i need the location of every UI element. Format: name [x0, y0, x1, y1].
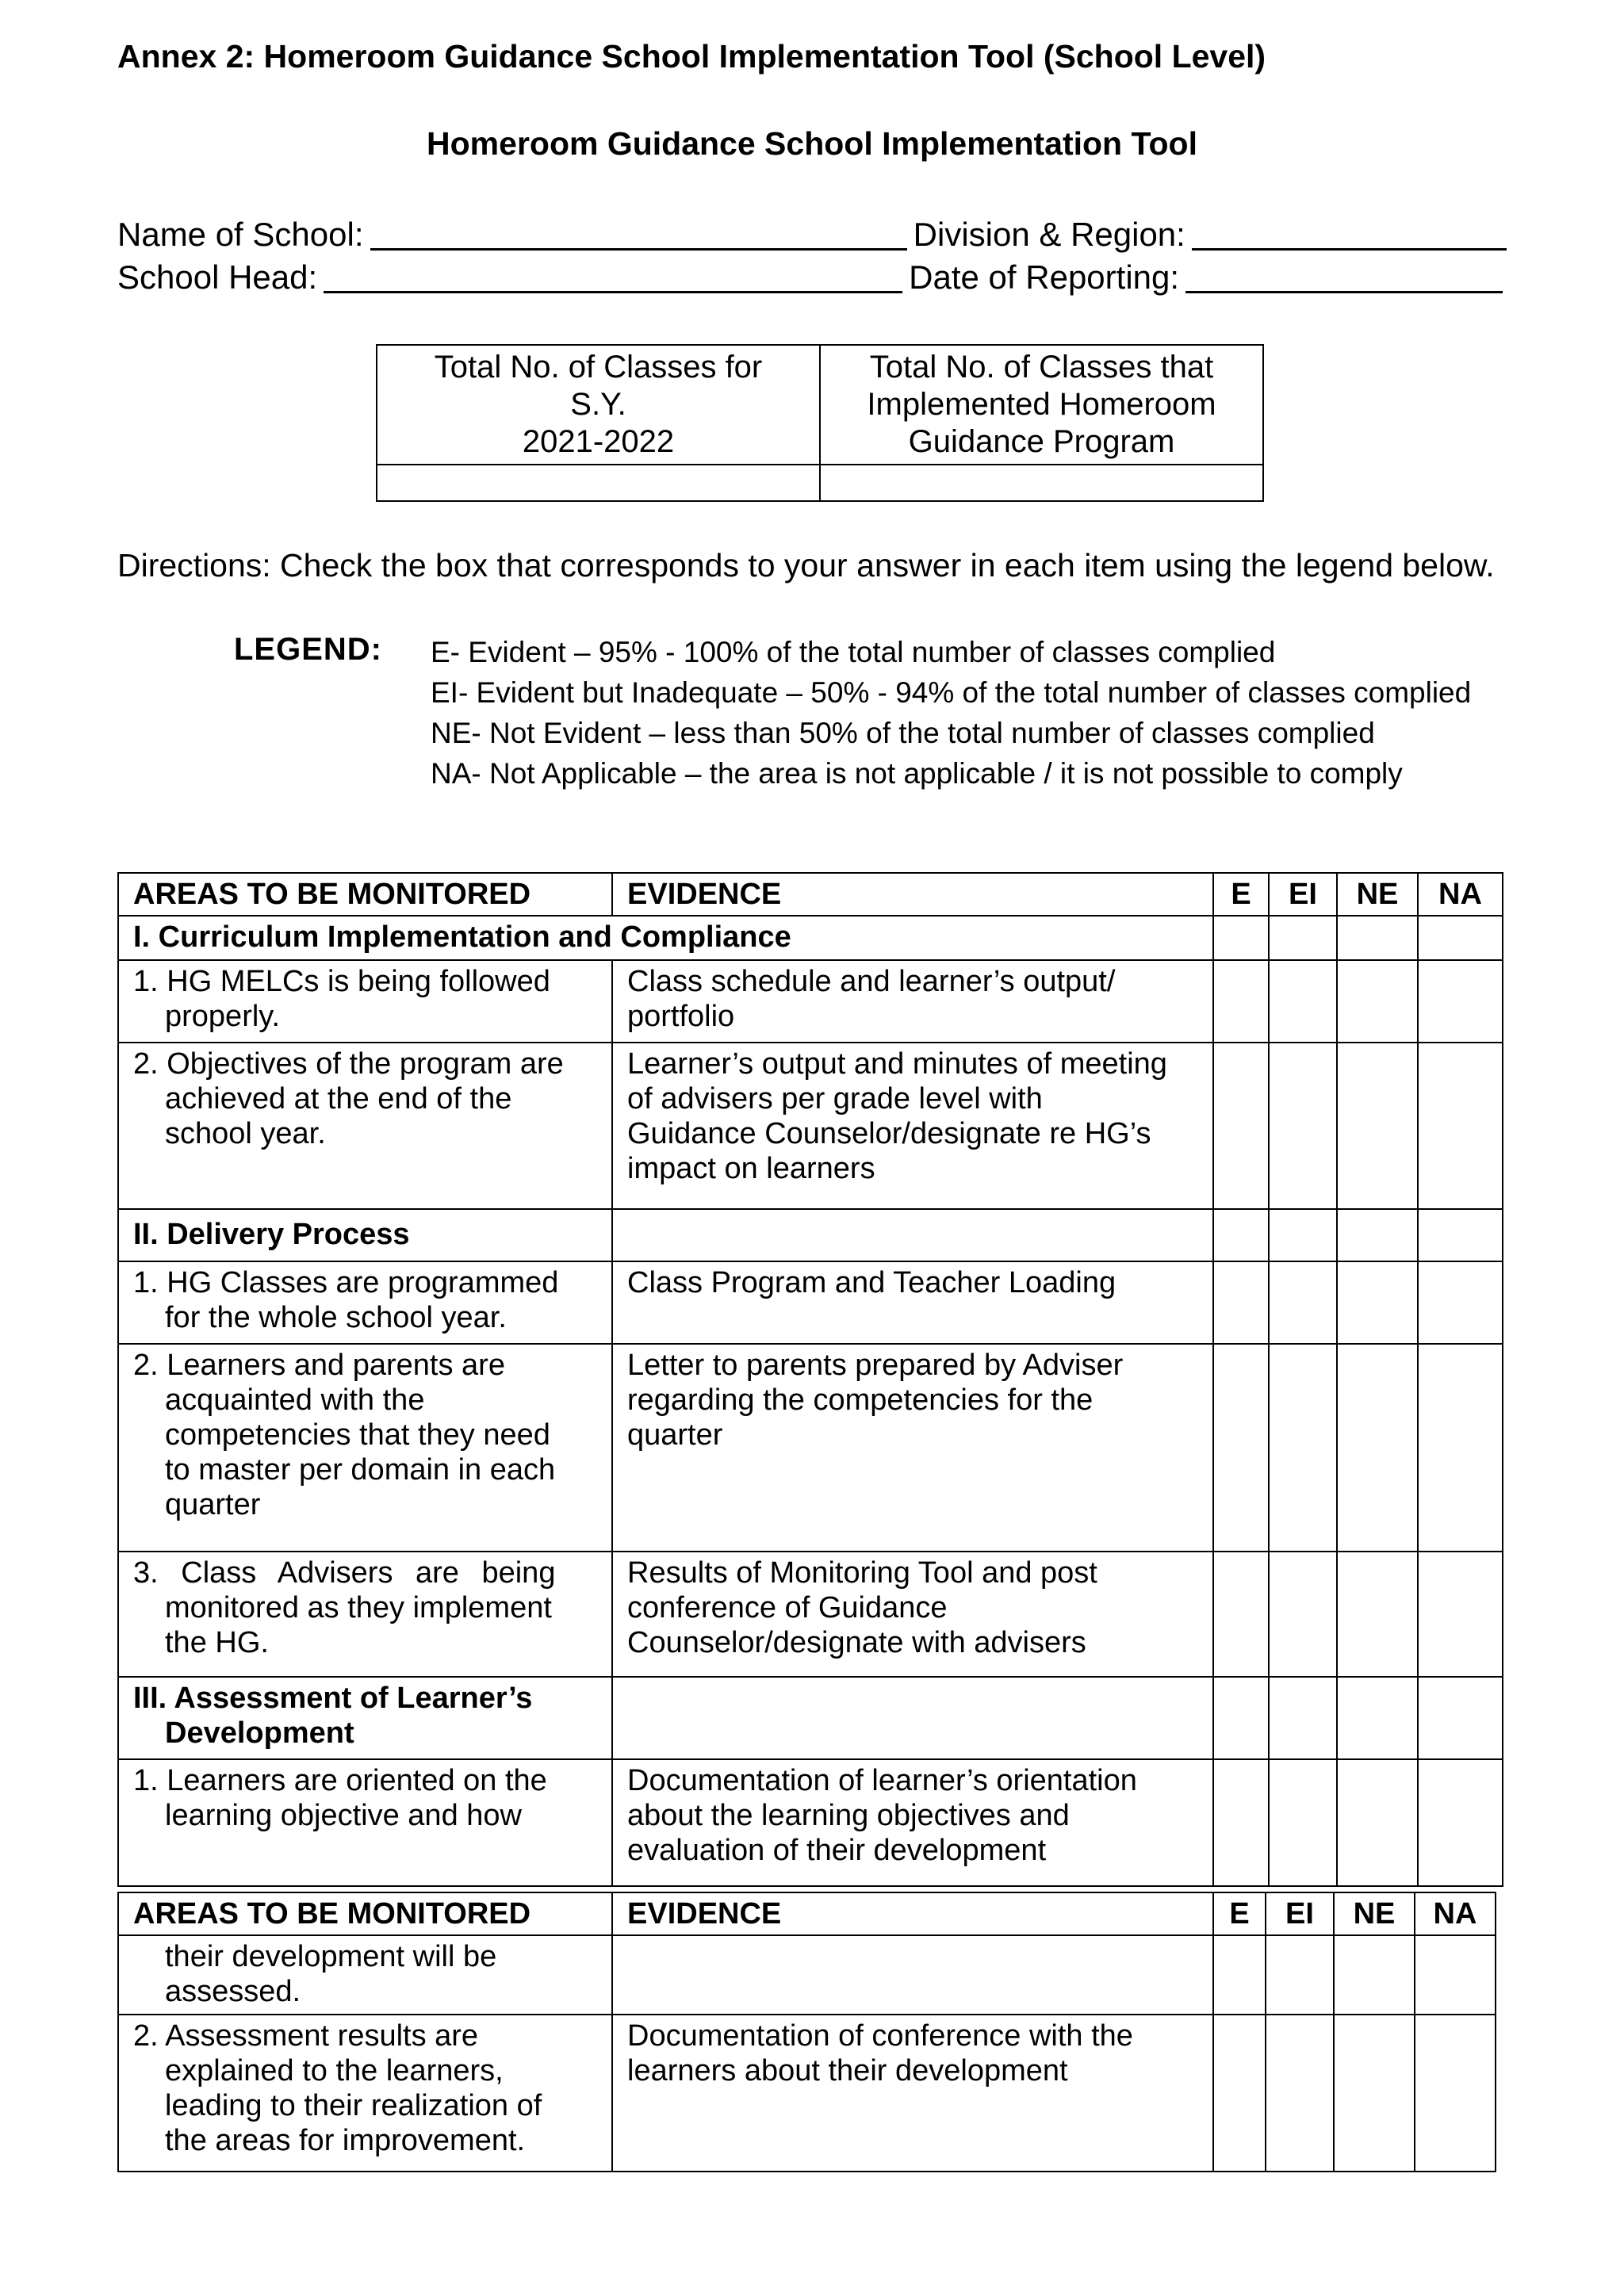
- area-cell: 2. Objectives of the program are achieved at the end of the school year.: [118, 1043, 612, 1209]
- checkbox-ne[interactable]: [1337, 916, 1418, 960]
- section-title: I. Curriculum Implementation and Compliance: [118, 916, 1213, 960]
- evidence-cell: [612, 1677, 1213, 1759]
- area-cell: 2. Learners and parents are acquainted with the competencies that they need to master per domain in each quarter: [118, 1344, 612, 1552]
- school-head-label: School Head:: [117, 258, 318, 296]
- checkbox-e[interactable]: [1213, 1552, 1269, 1677]
- checkbox-e[interactable]: [1213, 1261, 1269, 1344]
- checkbox-e[interactable]: [1213, 1935, 1266, 2015]
- checkbox-e[interactable]: [1213, 1209, 1269, 1261]
- implemented-classes-input[interactable]: [820, 465, 1263, 501]
- checkbox-na[interactable]: [1418, 1677, 1503, 1759]
- checkbox-ei[interactable]: [1269, 1759, 1337, 1886]
- area-cell: 1. Learners are oriented on the learning objective and how: [118, 1759, 612, 1886]
- checkbox-ne[interactable]: [1334, 2015, 1415, 2172]
- checkbox-e[interactable]: [1213, 1043, 1269, 1209]
- table-row: [118, 1935, 1496, 2015]
- name-of-school-field[interactable]: [370, 218, 907, 251]
- checkbox-e[interactable]: [1213, 1759, 1269, 1886]
- directions-text: Directions: Check the box that corresponds to your answer in each item using the legend below.: [117, 547, 1495, 584]
- checkbox-ei[interactable]: [1269, 960, 1337, 1043]
- ei-header: EI: [1266, 1892, 1334, 1935]
- checkbox-ei[interactable]: [1269, 1209, 1337, 1261]
- table-row: [118, 1344, 1503, 1552]
- section-row: [118, 1677, 1503, 1759]
- table-row: [118, 1043, 1503, 1209]
- checkbox-ne[interactable]: [1337, 1677, 1418, 1759]
- monitoring-table-continued: [117, 1892, 1496, 2172]
- legend-title: LEGEND:: [234, 632, 382, 667]
- monitoring-table: [117, 872, 1503, 1887]
- evidence-cell: [612, 1209, 1213, 1261]
- implemented-classes-header: Total No. of Classes that Implemented Homeroom Guidance Program: [820, 345, 1263, 465]
- annex-title: Annex 2: Homeroom Guidance School Implementation Tool (School Level): [117, 38, 1266, 75]
- total-classes-input[interactable]: [377, 465, 820, 501]
- checkbox-ne[interactable]: [1337, 1261, 1418, 1344]
- checkbox-e[interactable]: [1213, 960, 1269, 1043]
- evidence-header: EVIDENCE: [612, 873, 1213, 916]
- checkbox-ne[interactable]: [1337, 1552, 1418, 1677]
- checkbox-na[interactable]: [1418, 1209, 1503, 1261]
- field-row-head: [117, 255, 1513, 297]
- ne-header: NE: [1334, 1892, 1415, 1935]
- checkbox-na[interactable]: [1418, 916, 1503, 960]
- checkbox-ne[interactable]: [1337, 1209, 1418, 1261]
- table-row: [118, 960, 1503, 1043]
- e-header: E: [1213, 1892, 1266, 1935]
- area-cell: 2. Assessment results are explained to the learners, leading to their realization of the areas for improvement.: [118, 2015, 612, 2172]
- checkbox-ei[interactable]: [1266, 1935, 1334, 2015]
- legend-item-e: E- Evident – 95% - 100% of the total number of classes complied: [431, 636, 1276, 668]
- checkbox-ne[interactable]: [1337, 1344, 1418, 1552]
- field-row-school: [117, 212, 1513, 254]
- checkbox-na[interactable]: [1415, 2015, 1496, 2172]
- area-cell: 3. Class Advisers are being monitored as they implement the HG.: [118, 1552, 612, 1677]
- total-classes-header: Total No. of Classes for S.Y. 2021-2022: [377, 345, 820, 465]
- checkbox-ei[interactable]: [1269, 916, 1337, 960]
- table-row: [118, 1261, 1503, 1344]
- evidence-cell: [612, 1935, 1213, 2015]
- checkbox-na[interactable]: [1415, 1935, 1496, 2015]
- totals-table: [376, 344, 1264, 502]
- evidence-cell: Class schedule and learner’s output/ portfolio: [612, 960, 1213, 1043]
- evidence-cell: Class Program and Teacher Loading: [612, 1261, 1213, 1344]
- name-of-school-label: Name of School:: [117, 216, 364, 253]
- area-cell: their development will be assessed.: [118, 1935, 612, 2015]
- legend-list: [431, 632, 1471, 794]
- checkbox-ne[interactable]: [1334, 1935, 1415, 2015]
- e-header: E: [1213, 873, 1269, 916]
- checkbox-ei[interactable]: [1269, 1043, 1337, 1209]
- checkbox-ne[interactable]: [1337, 1043, 1418, 1209]
- na-header: NA: [1415, 1892, 1496, 1935]
- checkbox-ei[interactable]: [1269, 1552, 1337, 1677]
- na-header: NA: [1418, 873, 1503, 916]
- checkbox-na[interactable]: [1418, 1552, 1503, 1677]
- checkbox-na[interactable]: [1418, 1344, 1503, 1552]
- table-row: [118, 1552, 1503, 1677]
- legend-item-na: NA- Not Applicable – the area is not applicable / it is not possible to comply: [431, 757, 1403, 790]
- areas-header: AREAS TO BE MONITORED: [118, 873, 612, 916]
- section-row: [118, 1209, 1503, 1261]
- checkbox-na[interactable]: [1418, 1043, 1503, 1209]
- legend-item-ei: EI- Evident but Inadequate – 50% - 94% of the total number of classes complied: [431, 676, 1472, 709]
- checkbox-ei[interactable]: [1269, 1677, 1337, 1759]
- main-title: Homeroom Guidance School Implementation Tool: [427, 125, 1197, 162]
- date-of-reporting-field[interactable]: [1185, 261, 1503, 293]
- evidence-cell: Results of Monitoring Tool and post conference of Guidance Counselor/designate with advisers: [612, 1552, 1213, 1677]
- section-row: [118, 916, 1503, 960]
- checkbox-ne[interactable]: [1337, 960, 1418, 1043]
- checkbox-ei[interactable]: [1269, 1261, 1337, 1344]
- checkbox-na[interactable]: [1418, 1261, 1503, 1344]
- division-region-label: Division & Region:: [913, 216, 1185, 253]
- area-cell: 1. HG Classes are programmed for the whole school year.: [118, 1261, 612, 1344]
- school-head-field[interactable]: [324, 261, 902, 293]
- checkbox-e[interactable]: [1213, 916, 1269, 960]
- evidence-header: EVIDENCE: [612, 1892, 1213, 1935]
- evidence-cell: Letter to parents prepared by Adviser regarding the competencies for the quarter: [612, 1344, 1213, 1552]
- checkbox-ei[interactable]: [1266, 2015, 1334, 2172]
- checkbox-e[interactable]: [1213, 1677, 1269, 1759]
- table-row: [118, 2015, 1496, 2172]
- division-region-field[interactable]: [1192, 218, 1507, 251]
- evidence-cell: Documentation of conference with the learners about their development: [612, 2015, 1213, 2172]
- ne-header: NE: [1337, 873, 1418, 916]
- legend-item-ne: NE- Not Evident – less than 50% of the total number of classes complied: [431, 717, 1375, 749]
- table-header-row: [118, 1892, 1496, 1935]
- evidence-cell: Learner’s output and minutes of meeting of advisers per grade level with Guidance Counselor/designate re HG’s impact on learners: [612, 1043, 1213, 1209]
- area-cell: 1. HG MELCs is being followed properly.: [118, 960, 612, 1043]
- checkbox-e[interactable]: [1213, 1344, 1269, 1552]
- section-title: III. Assessment of Learner’s Development: [118, 1677, 612, 1759]
- table-row: [118, 1759, 1503, 1886]
- table-header-row: [118, 873, 1503, 916]
- checkbox-e[interactable]: [1213, 2015, 1266, 2172]
- evidence-cell: Documentation of learner’s orientation about the learning objectives and evaluation of their development: [612, 1759, 1213, 1886]
- areas-header: AREAS TO BE MONITORED: [118, 1892, 612, 1935]
- checkbox-na[interactable]: [1418, 960, 1503, 1043]
- checkbox-ne[interactable]: [1337, 1759, 1418, 1886]
- checkbox-ei[interactable]: [1269, 1344, 1337, 1552]
- section-title: II. Delivery Process: [118, 1209, 612, 1261]
- checkbox-na[interactable]: [1418, 1759, 1503, 1886]
- date-of-reporting-label: Date of Reporting:: [909, 258, 1180, 296]
- ei-header: EI: [1269, 873, 1337, 916]
